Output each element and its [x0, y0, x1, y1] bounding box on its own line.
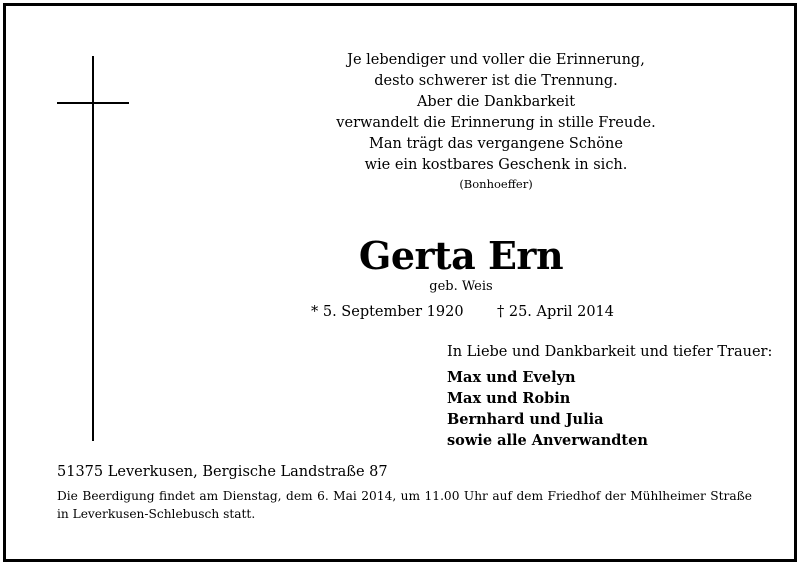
funeral-info: Die Beerdigung findet am Dienstag, dem 6. Mai 2014, um 11.00 Uhr auf dem Friedhof der Mühlheimer Straße in Leverkusen-Schlebusch statt. [57, 489, 752, 521]
poem-line: Aber die Dankbarkeit [416, 94, 576, 110]
obituary-notice [3, 3, 797, 562]
poem-line: wie ein kostbares Geschenk in sich. [364, 157, 628, 173]
poem-line: Man trägt das vergangene Schöne [369, 136, 623, 152]
cross-horizontal-bar [57, 102, 129, 104]
mourner-entry: Bernhard und Julia [447, 411, 604, 428]
poem-attribution: (Bonhoeffer) [459, 177, 533, 191]
mourner-entry: Max und Robin [447, 390, 571, 407]
poem-line: desto schwerer ist die Trennung. [374, 73, 618, 89]
mourner-entry: Max und Evelyn [447, 369, 576, 386]
cross-vertical-bar [92, 56, 94, 441]
poem-line: Je lebendiger und voller die Erinnerung, [347, 52, 645, 68]
poem-block [306, 50, 686, 192]
birth-date: * 5. September 1920 [311, 304, 464, 320]
mourning-line: In Liebe und Dankbarkeit und tiefer Trauer: [447, 344, 773, 360]
birth-name: geb. Weis [429, 279, 493, 294]
death-date: † 25. April 2014 [497, 304, 614, 320]
deceased-name: Gerta Ern [358, 233, 564, 278]
mourner-entry: sowie alle Anverwandten [447, 432, 648, 449]
poem-line: verwandelt die Erinnerung in stille Freude. [336, 115, 656, 131]
mourners-list [447, 367, 747, 451]
address: 51375 Leverkusen, Bergische Landstraße 87 [57, 464, 388, 480]
